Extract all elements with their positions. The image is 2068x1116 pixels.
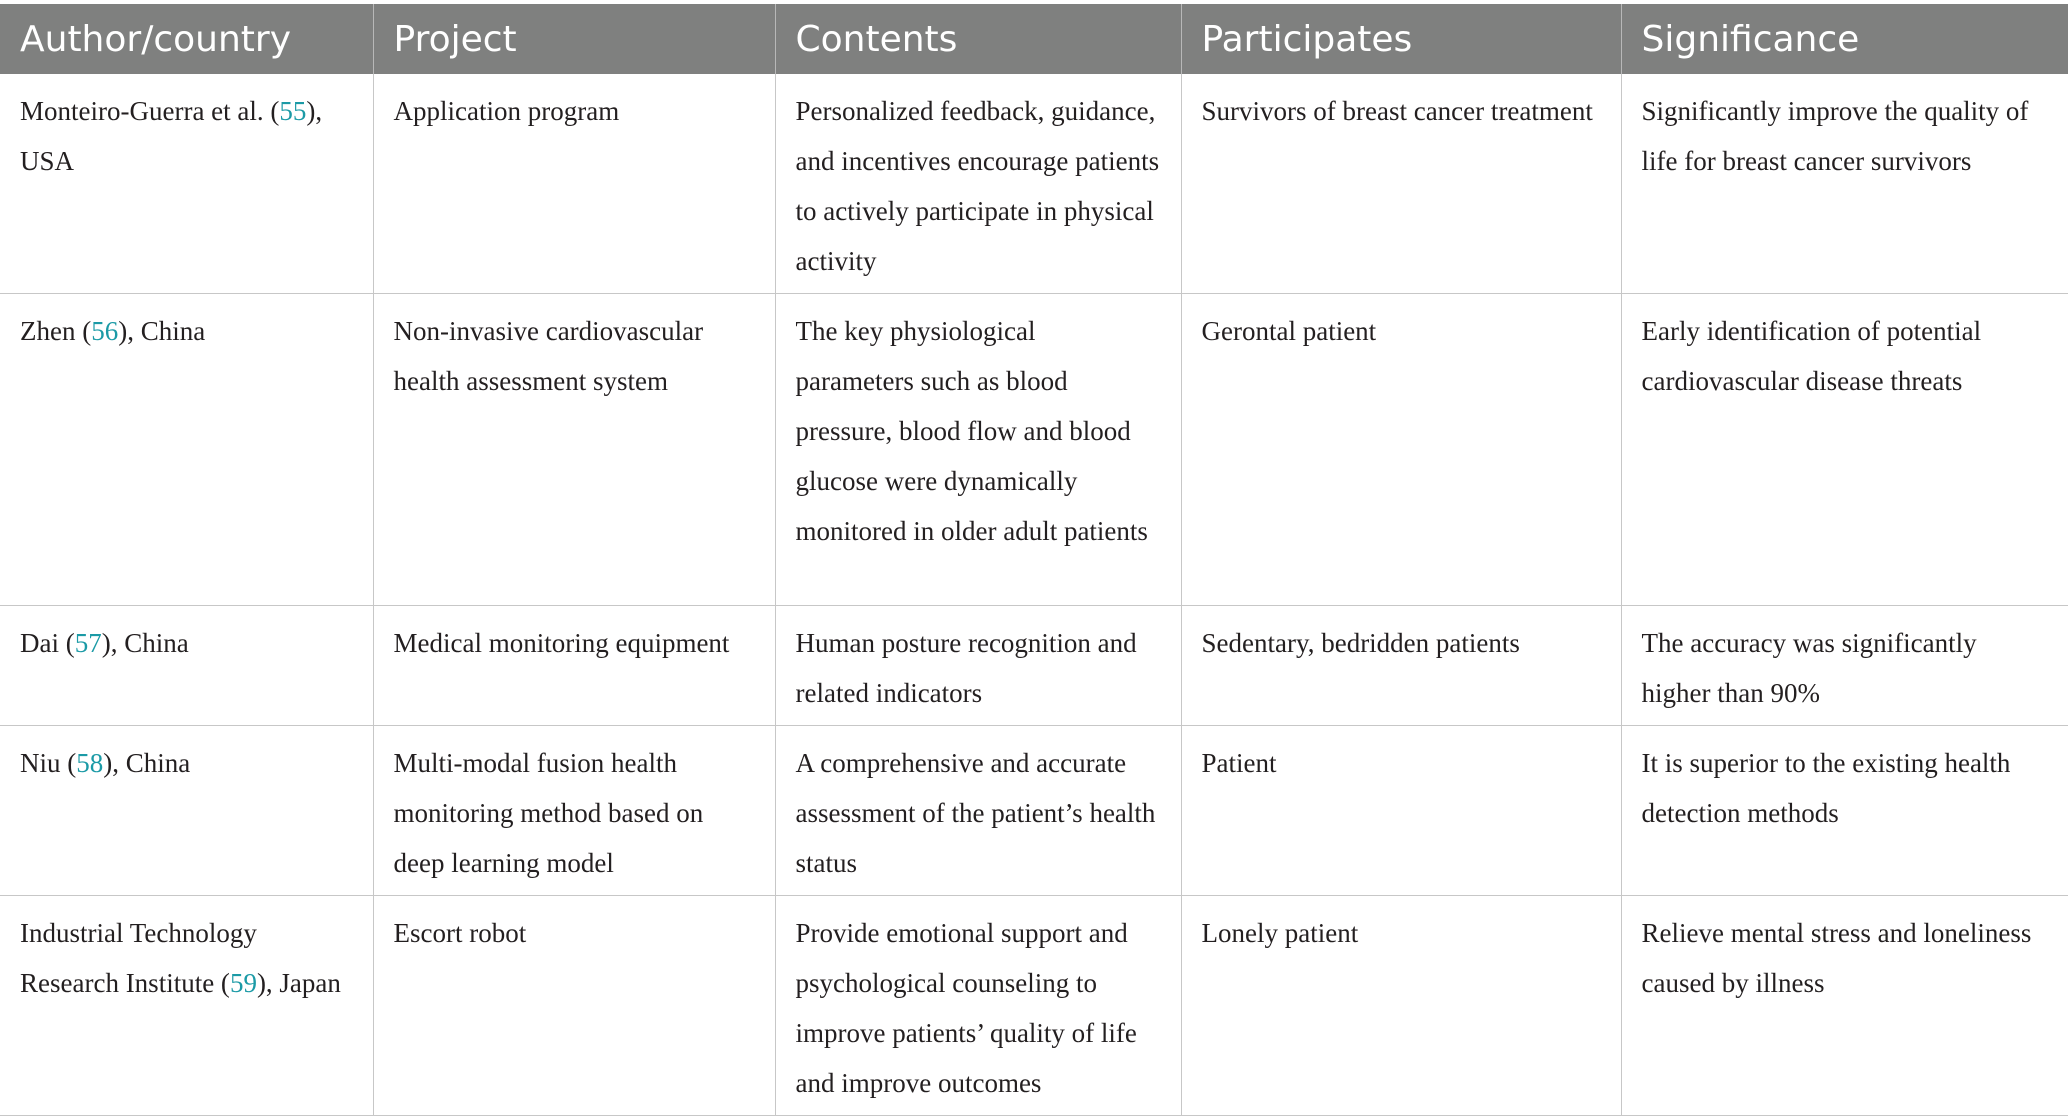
- header-significance: Significance: [1621, 4, 2068, 74]
- project-cell: Application program: [373, 74, 775, 294]
- significance-cell: The accuracy was significantly higher than 90%: [1621, 606, 2068, 726]
- project-cell: Non-invasive cardiovascular health assessment system: [373, 294, 775, 606]
- reference-link[interactable]: 55: [279, 96, 307, 126]
- header-contents: Contents: [775, 4, 1181, 74]
- reference-link[interactable]: 56: [91, 316, 119, 346]
- table-header: [0, 4, 2068, 74]
- table-row: [0, 294, 2068, 606]
- header-project: Project: [373, 4, 775, 74]
- contents-cell: Personalized feedback, guidance, and incentives encourage patients to actively participate in physical activity: [775, 74, 1181, 294]
- participates-cell: Lonely patient: [1181, 896, 1621, 1116]
- reference-link[interactable]: 58: [76, 748, 104, 778]
- project-cell: Medical monitoring equipment: [373, 606, 775, 726]
- author-cell: Niu (58), China: [0, 726, 373, 896]
- participates-cell: Gerontal patient: [1181, 294, 1621, 606]
- reference-link[interactable]: 59: [229, 968, 257, 998]
- project-cell: Escort robot: [373, 896, 775, 1116]
- significance-cell: Early identification of potential cardiovascular disease threats: [1621, 294, 2068, 606]
- author-cell: Industrial Technology Research Institute (59), Japan: [0, 896, 373, 1116]
- significance-cell: It is superior to the existing health detection methods: [1621, 726, 2068, 896]
- header-row: [0, 4, 2068, 74]
- participates-cell: Survivors of breast cancer treatment: [1181, 74, 1621, 294]
- table-body: [0, 74, 2068, 1116]
- table-row: [0, 74, 2068, 294]
- reference-link[interactable]: 57: [74, 628, 102, 658]
- table-row: [0, 896, 2068, 1116]
- author-cell: Dai (57), China: [0, 606, 373, 726]
- table-row: [0, 606, 2068, 726]
- author-cell: Monteiro-Guerra et al. (55), USA: [0, 74, 373, 294]
- table-row: [0, 726, 2068, 896]
- significance-cell: Relieve mental stress and loneliness caused by illness: [1621, 896, 2068, 1116]
- significance-cell: Significantly improve the quality of life for breast cancer survivors: [1621, 74, 2068, 294]
- participates-cell: Sedentary, bedridden patients: [1181, 606, 1621, 726]
- header-author-country: Author/country: [0, 4, 373, 74]
- contents-cell: Provide emotional support and psychological counseling to improve patients’ quality of life and improve outcomes: [775, 896, 1181, 1116]
- data-table: [0, 4, 2068, 1116]
- author-cell: Zhen (56), China: [0, 294, 373, 606]
- contents-cell: A comprehensive and accurate assessment of the patient’s health status: [775, 726, 1181, 896]
- project-cell: Multi-modal fusion health monitoring method based on deep learning model: [373, 726, 775, 896]
- header-participates: Participates: [1181, 4, 1621, 74]
- contents-cell: The key physiological parameters such as blood pressure, blood flow and blood glucose were dynamically monitored in older adult patients: [775, 294, 1181, 606]
- participates-cell: Patient: [1181, 726, 1621, 896]
- contents-cell: Human posture recognition and related indicators: [775, 606, 1181, 726]
